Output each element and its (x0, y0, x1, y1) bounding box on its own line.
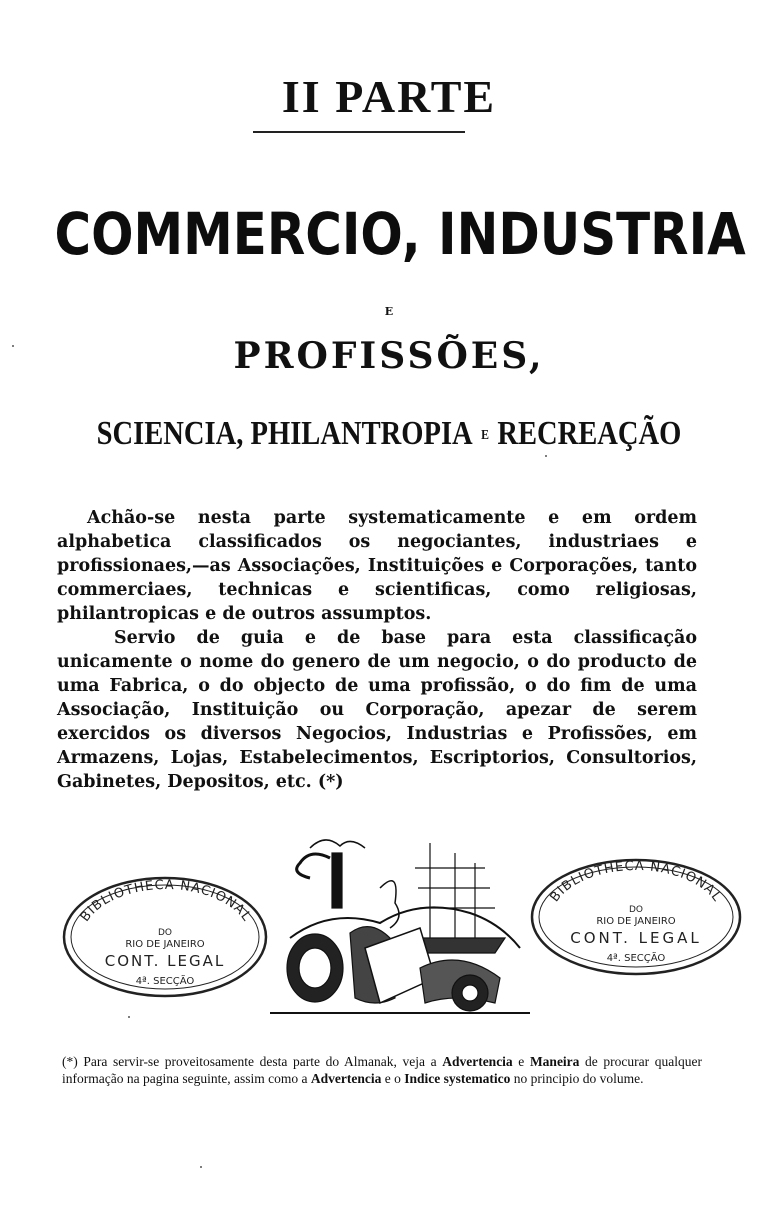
stamp-left-line1: DO (157, 928, 173, 938)
sciences-joiner: E (481, 428, 489, 444)
paragraph-1: Achão-se nesta parte systematicamente e em ordem alphabetica classificados os negociantes, industriaes e profissionaes,—as Associações, Instituições e Corporações, tanto commerciaes, technicas e scientificas, como religiosas, philantropicas e de outros assumptos. (57, 508, 697, 624)
footnote-bold-2: Maneira (529, 1054, 580, 1069)
footnote-text-1: (*) Para servir-se proveitosamente desta parte do Almanak, veja a (62, 1054, 443, 1069)
paper-speck (545, 455, 547, 457)
stamp-right-line3: CONT. LEGAL (570, 929, 702, 947)
footnote-bold-1: Advertencia (442, 1054, 513, 1069)
subtitle-professions: PROFISSÕES, (233, 335, 545, 377)
svg-text:BIBLIOTHECA NACIONAL (78, 878, 255, 925)
title-underline (253, 131, 465, 133)
stamp-left-line4: 4ª. SECÇÃO (135, 976, 195, 987)
footnote-text-2: e (512, 1054, 530, 1069)
footnote (62, 1053, 702, 1087)
body-text (57, 506, 697, 794)
sciences-last: RECREAÇÃO (497, 415, 682, 452)
footnote-text-3: de procurar qualquer informação na pagina seguinte, assim como a (62, 1054, 702, 1086)
engraving-illustration (270, 828, 530, 1018)
conjunction: E (384, 305, 394, 318)
stamp-right-line1: DO (628, 905, 644, 915)
footnote-bold-3: Advertencia (310, 1071, 382, 1086)
subtitle-sciences (62, 415, 716, 453)
stamp-left-line3: CONT. LEGAL (104, 952, 226, 970)
part-title: II PARTE (281, 71, 497, 122)
stamp-right-arc: BIBLIOTHECA NACIONAL (547, 858, 725, 905)
sciences-first: SCIENCIA, PHILANTROPIA (96, 415, 473, 452)
svg-text:BIBLIOTHECA NACIONAL (547, 859, 724, 905)
stamp-right-line4: 4ª. SECÇÃO (606, 953, 666, 964)
paragraph-2: Servio de guia e de base para esta classificação unicamente o nome do genero de um negocio, o do producto de uma Fabrica, o do objecto de uma profissão, o do fim de uma Associação, Instituição ou Corporação, apezar de serem exercidos os diversos Negocios, Industrias e Profissões, em Armazens, Lojas, Estabelecimentos, Escriptorios, Consultorios, Gabinetes, Depositos, etc. (*) (57, 628, 697, 792)
stamp-left-arc: BIBLIOTHECA NACIONAL (77, 877, 255, 925)
footnote-text-4: e o (381, 1071, 405, 1086)
paper-speck (128, 1016, 130, 1018)
footnote-text-5: no principio do volume. (510, 1071, 644, 1086)
library-stamp-right (528, 856, 744, 978)
main-title: COMMERCIO, INDUSTRIA (54, 200, 746, 268)
paper-speck (12, 345, 14, 347)
library-stamp-left (60, 873, 270, 999)
footnote-bold-4: Indice systematico (404, 1071, 511, 1086)
stamp-right-line2: RIO DE JANEIRO (596, 916, 676, 927)
paper-speck (200, 1166, 202, 1168)
stamp-left-line2: RIO DE JANEIRO (125, 939, 205, 950)
